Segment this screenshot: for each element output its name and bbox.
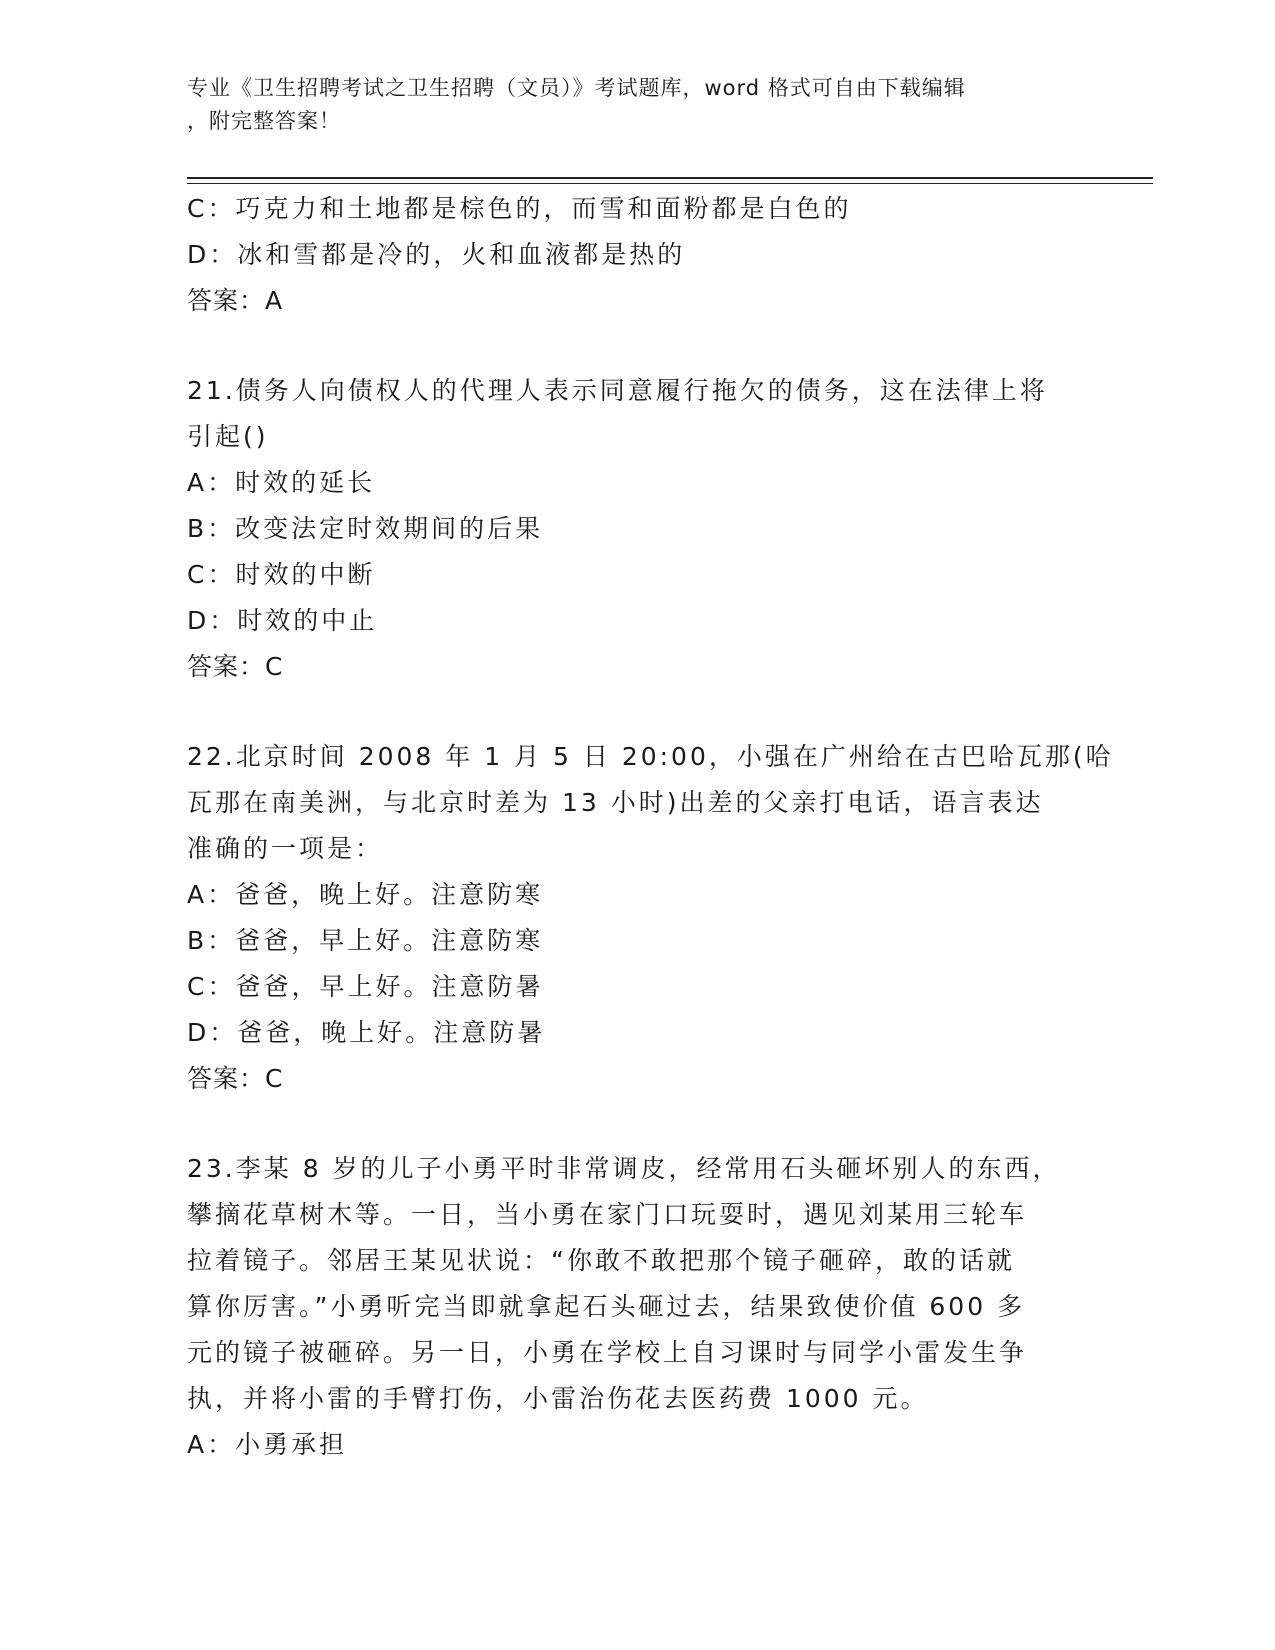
question-stem-continued: 元的镜子被砸碎。另一日，小勇在学校上自习课时与同学小雷发生争 [187, 1338, 1028, 1367]
question-23 [187, 1146, 1067, 1468]
question-stem: 21.债务人向债权人的代理人表示同意履行拖欠的债务，这在法律上将 [187, 376, 1048, 405]
spacer [187, 690, 1067, 734]
question-21 [187, 368, 1067, 690]
question-stem: 22.北京时间 2008 年 1 月 5 日 20:00，小强在广州给在古巴哈瓦那(哈 [187, 742, 1114, 771]
question-stem-continued: 算你厉害。”小勇听完当即就拿起石头砸过去，结果致使价值 600 多 [187, 1292, 1026, 1321]
option-c: C：爸爸，早上好。注意防暑 [187, 972, 544, 1001]
answer: 答案：A [187, 286, 284, 315]
question-stem-continued: 拉着镜子。邻居王某见状说：“你敢不敢把那个镜子砸碎，敢的话就 [187, 1246, 1015, 1275]
option-a: A：小勇承担 [187, 1430, 348, 1459]
question-stem-continued: 瓦那在南美洲，与北京时差为 13 小时)出差的父亲打电话，语言表达 [187, 788, 1044, 817]
option-d: D：冰和雪都是冷的，火和血液都是热的 [187, 240, 686, 269]
question-20 [187, 186, 1067, 324]
question-stem-continued: 执，并将小雷的手臂打伤，小雷治伤花去医药费 1000 元。 [187, 1384, 929, 1413]
answer: 答案：C [187, 652, 284, 681]
header-divider-thick [187, 177, 1153, 179]
option-c: C：时效的中断 [187, 560, 376, 589]
option-b: B：爸爸，早上好。注意防寒 [187, 926, 544, 955]
option-b: B：改变法定时效期间的后果 [187, 514, 544, 543]
question-stem-continued: 攀摘花草树木等。一日，当小勇在家门口玩耍时，遇见刘某用三轮车 [187, 1200, 1028, 1229]
option-c: C：巧克力和土地都是棕色的，而雪和面粉都是白色的 [187, 194, 852, 223]
question-list [187, 186, 1114, 1468]
option-d: D：时效的中止 [187, 606, 378, 635]
option-a: A：时效的延长 [187, 468, 376, 497]
header-line-1: 专业《卫生招聘考试之卫生招聘（文员）》考试题库，word 格式可自由下载编辑 [187, 76, 966, 100]
option-d: D：爸爸，晚上好。注意防暑 [187, 1018, 546, 1047]
question-stem-continued: 引起() [187, 422, 269, 451]
header-line-2: ，附完整答案！ [187, 109, 341, 133]
page-header [187, 72, 1067, 138]
question-stem: 23.李某 8 岁的儿子小勇平时非常调皮，经常用石头砸坏别人的东西， [187, 1154, 1061, 1183]
header-divider-thin [187, 183, 1153, 184]
question-22 [187, 734, 1114, 1102]
option-a: A：爸爸，晚上好。注意防寒 [187, 880, 544, 909]
question-stem-continued: 准确的一项是： [187, 834, 384, 863]
answer: 答案：C [187, 1064, 284, 1093]
spacer [187, 1102, 1067, 1146]
spacer [187, 324, 1067, 368]
